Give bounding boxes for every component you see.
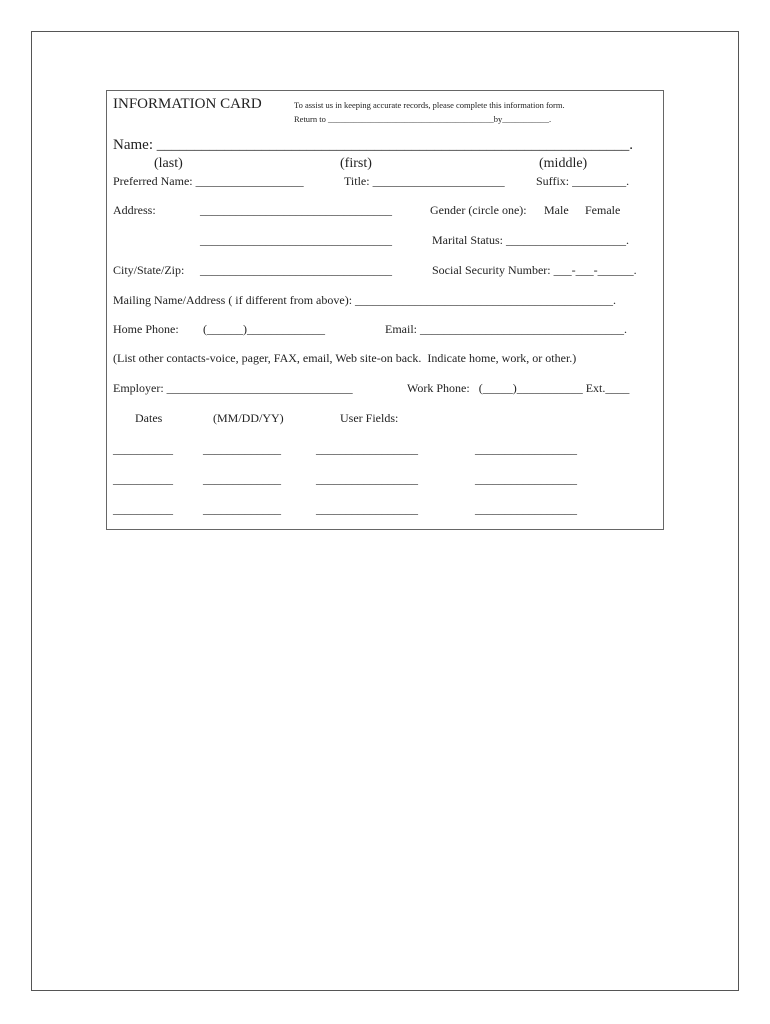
return-to-line: Return to _______________________________________by___________. xyxy=(294,114,552,124)
work-phone-field[interactable]: Work Phone: (_____)___________ Ext.____ xyxy=(407,381,630,395)
address-line-1[interactable]: ________________________________ xyxy=(200,203,392,217)
employer-field[interactable]: Employer: _______________________________ xyxy=(113,381,353,395)
city-state-zip-field[interactable]: ________________________________ xyxy=(200,263,392,277)
dates-header: Dates xyxy=(135,411,163,425)
name-last-label: (last) xyxy=(154,156,183,171)
date-blank[interactable]: __________ xyxy=(113,442,173,456)
marital-status-field[interactable]: Marital Status: ____________________. xyxy=(432,233,629,247)
name-first-label: (first) xyxy=(340,156,372,171)
suffix-field[interactable]: Suffix: _________. xyxy=(536,174,630,188)
user-field-blank[interactable]: _________________ xyxy=(475,502,577,516)
title-field[interactable]: Title: ______________________ xyxy=(344,174,505,188)
date-blank[interactable]: __________ xyxy=(113,502,173,516)
card-instruction: To assist us in keeping accurate records, please complete this information form. xyxy=(294,100,565,110)
contacts-note: (List other contacts-voice, pager, FAX, email, Web site-on back. Indicate home, work, or other.) xyxy=(113,351,577,365)
date-value-blank[interactable]: _____________ xyxy=(203,442,281,456)
preferred-name-field[interactable]: Preferred Name: __________________ xyxy=(113,174,304,188)
home-phone-label: Home Phone: xyxy=(113,322,179,336)
name-middle-label: (middle) xyxy=(539,156,588,171)
user-field-blank[interactable]: _________________ xyxy=(316,502,418,516)
email-field[interactable]: Email: __________________________________. xyxy=(385,322,627,336)
user-fields-header: User Fields: xyxy=(340,411,399,425)
mailing-address-field[interactable]: Mailing Name/Address ( if different from above): ___________________________________________. xyxy=(113,293,617,307)
city-state-zip-label: City/State/Zip: xyxy=(113,263,185,277)
home-phone-field[interactable]: (______)_____________ xyxy=(203,322,325,336)
gender-label: Gender (circle one): xyxy=(430,203,527,217)
address-line-2[interactable]: ________________________________ xyxy=(200,233,392,247)
address-label: Address: xyxy=(113,203,156,217)
gender-male-option[interactable]: Male xyxy=(544,203,569,217)
card-title: INFORMATION CARD xyxy=(113,96,262,112)
user-field-blank[interactable]: _________________ xyxy=(475,442,577,456)
date-value-blank[interactable]: _____________ xyxy=(203,472,281,486)
name-field[interactable]: Name: _______________________________________________________________. xyxy=(113,137,633,153)
user-field-blank[interactable]: _________________ xyxy=(475,472,577,486)
user-field-blank[interactable]: _________________ xyxy=(316,442,418,456)
date-value-blank[interactable]: _____________ xyxy=(203,502,281,516)
user-field-blank[interactable]: _________________ xyxy=(316,472,418,486)
date-blank[interactable]: __________ xyxy=(113,472,173,486)
date-format-header: (MM/DD/YY) xyxy=(213,411,284,425)
gender-female-option[interactable]: Female xyxy=(585,203,621,217)
ssn-field[interactable]: Social Security Number: ___-___-______. xyxy=(432,263,637,277)
